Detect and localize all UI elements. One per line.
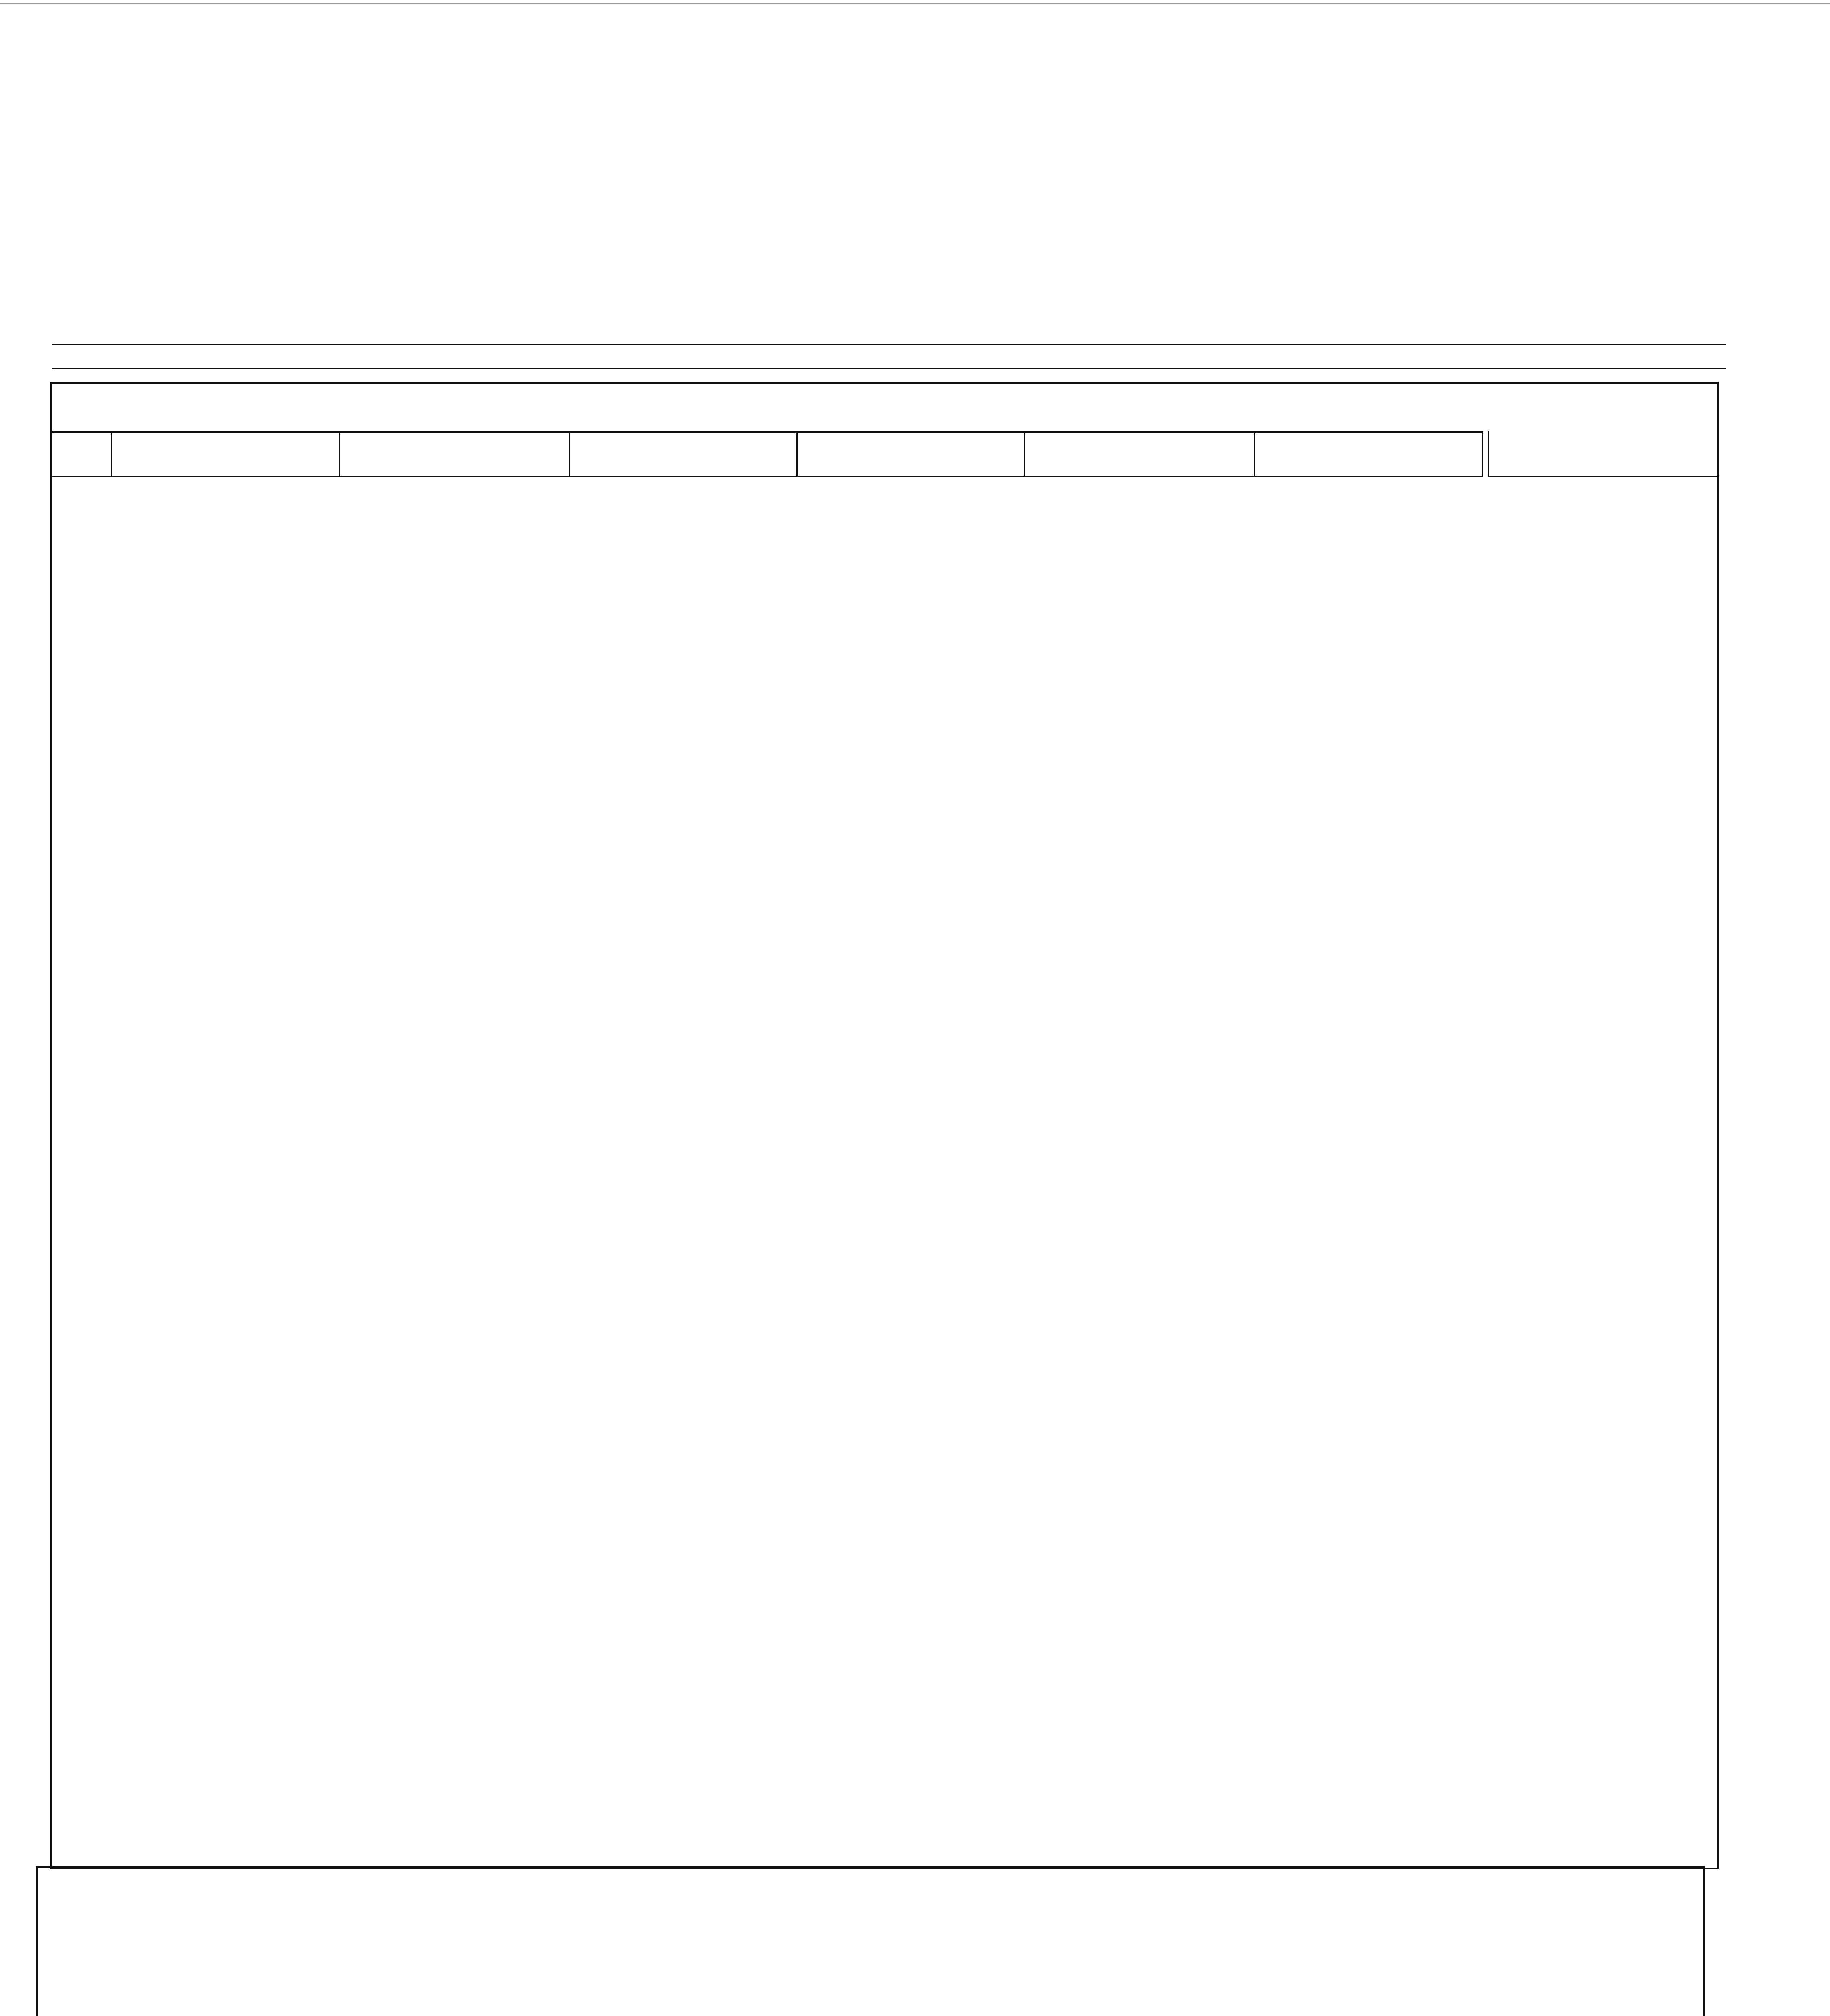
station-label bbox=[51, 432, 112, 477]
hoehenwinde-frame bbox=[36, 1866, 1705, 2016]
radiosonden-table bbox=[50, 431, 1539, 477]
station-hannover bbox=[569, 432, 797, 477]
station-muenchen bbox=[1255, 432, 1483, 477]
header-rule-bottom bbox=[52, 368, 1726, 369]
header-rule-top bbox=[52, 344, 1726, 345]
berlin-col-head bbox=[1488, 431, 1717, 477]
station-berlin bbox=[1489, 431, 1717, 476]
station-stuttgart bbox=[1025, 432, 1255, 477]
radiosonden-frame bbox=[50, 382, 1719, 1869]
station-schleswig bbox=[112, 432, 340, 477]
top-border bbox=[0, 3, 1830, 4]
station-essen bbox=[797, 432, 1025, 477]
station-emden bbox=[340, 432, 569, 477]
